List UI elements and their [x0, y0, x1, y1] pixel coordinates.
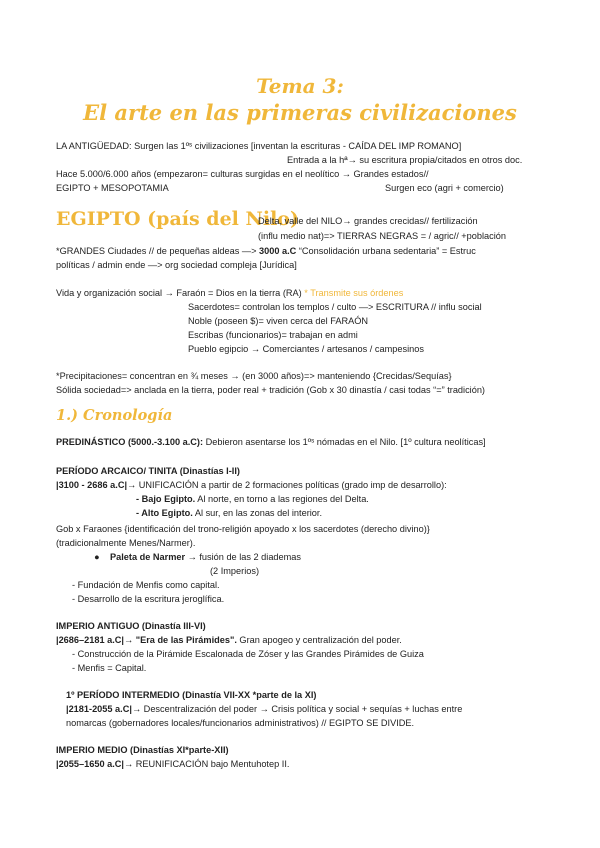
- ciudades-date: 3000 a.C: [259, 246, 297, 256]
- vida-highlight: * Transmite sus órdenes: [304, 288, 404, 298]
- intermedio-text: → Descentralización del poder → Crisis política y social + sequías + luchas entre: [131, 704, 463, 714]
- bajo-egipto-label: - Bajo Egipto.: [136, 494, 196, 504]
- medio-text: → REUNIFICACIÓN bajo Mentuhotep II.: [123, 759, 290, 769]
- arcaico-line-1: [56, 479, 447, 492]
- egipto-delta-line-2: (influ medio nat)=> TIERRAS NEGRAS = / agric// +población: [258, 231, 507, 241]
- intermedio-heading-text: 1º PERÍODO INTERMEDIO (Dinastía VII-XX *parte de la XI): [66, 690, 317, 700]
- egipto-heading: EGIPTO (país del Nilo): [56, 208, 299, 230]
- antiguo-menfis: - Menfis = Capital.: [72, 663, 147, 673]
- arcaico-unificacion: → UNIFICACIÓN a partir de 2 formaciones políticas (grado imp de desarrollo):: [127, 480, 447, 490]
- bullet-icon: ●: [94, 552, 100, 562]
- antiguo-dates: |2686–2181 a.C|→ "Era de las Pirámides".: [56, 635, 237, 645]
- arcaico-dates: |3100 - 2686 a.C|: [56, 480, 128, 490]
- intermedio-line-1: [66, 703, 462, 716]
- arcaico-gob-line-1: Gob x Faraones {identificación del trono-religión apoyado x los sacerdotes (derecho divino)}: [56, 524, 430, 534]
- vida-sacerdotes: Sacerdotes= controlan los templos / culto —> ESCRITURA // influ social: [188, 302, 482, 312]
- predinastico-line: [56, 436, 486, 449]
- arcaico-bajo-egipto: [136, 493, 369, 506]
- paleta-narmer-text: → fusión de las 2 diademas: [185, 552, 302, 562]
- antiguedad-line-2: Entrada a la hª→ su escritura propia/citados en otros doc.: [287, 155, 523, 165]
- egipto-ciudades-line-1: [56, 245, 476, 258]
- intermedio-line-2: nomarcas (gobernadores locales/funcionarios administrativos) // EGIPTO SE DIVIDE.: [66, 718, 415, 728]
- vida-escribas: Escribas (funcionarios)= trabajan en admi: [188, 330, 358, 340]
- predinastico-label: PREDINÁSTICO (5000.-3.100 a.C):: [56, 437, 204, 447]
- antiguedad-line-1: LA ANTIGÜEDAD: Surgen las 1ºˢ civilizaciones [inventan la escrituras - CAÍDA DEL IMP ROMANO]: [56, 141, 462, 151]
- intermedio-heading: [66, 689, 316, 702]
- antiguo-heading-text: IMPERIO ANTIGUO (Dinastía III-VI): [56, 621, 206, 631]
- arcaico-menfis: - Fundación de Menfis como capital.: [72, 580, 220, 590]
- intermedio-dates: |2181-2055 a.C|: [66, 704, 132, 714]
- medio-line-1: [56, 758, 289, 771]
- predinastico-text: Debieron asentarse los 1ºˢ nómadas en el Nilo. [1º cultura neolíticas]: [203, 437, 486, 447]
- medio-dates: |2055–1650 a.C|: [56, 759, 124, 769]
- arcaico-heading-text: PERÍODO ARCAICO/ TINITA (Dinastías I-II): [56, 466, 240, 476]
- arcaico-gob-line-2: (tradicionalmente Menes/Narmer).: [56, 538, 196, 548]
- medio-heading-text: IMPERIO MEDIO (Dinastías XI*parte-XII): [56, 745, 229, 755]
- antiguo-heading: [56, 620, 206, 633]
- antiguo-line-1: [56, 634, 402, 647]
- alto-egipto-label: - Alto Egipto.: [136, 508, 193, 518]
- arcaico-heading: [56, 465, 240, 478]
- paleta-narmer-label: Paleta de Narmer: [110, 552, 186, 562]
- ciudades-text-c: “Consolidación urbana sedentaria” = Estruc: [296, 246, 476, 256]
- egipto-delta-line-1: Delta, valle del NILO→ grandes crecidas// fertilización: [258, 216, 478, 226]
- antiguedad-line-4b: Surgen eco (agri + comercio): [385, 183, 504, 193]
- antiguedad-line-4a: EGIPTO + MESOPOTAMIA: [56, 183, 169, 193]
- antiguo-text: Gran apogeo y centralización del poder.: [236, 635, 402, 645]
- cronologia-heading: 1.) Cronología: [56, 407, 173, 424]
- precipitaciones-line-1: *Precipitaciones= concentran en ¾ meses → (en 3000 años)=> manteniendo {Crecidas/Sequías}: [56, 371, 452, 381]
- arcaico-alto-egipto: [136, 507, 322, 520]
- vida-text: Vida y organización social → Faraón = Dios en la tierra (RA): [56, 288, 305, 298]
- vida-noble: Noble (poseen $)= viven cerca del FARAÓN: [188, 316, 369, 326]
- precipitaciones-line-2: Sólida sociedad=> anclada en la tierra, poder real + tradición (Gob x 30 dinastía / casi todas “=” tradición): [56, 385, 485, 395]
- arcaico-escritura: - Desarrollo de la escritura jeroglífica.: [72, 594, 225, 604]
- title-line-2: El arte en las primeras civilizaciones: [83, 100, 517, 125]
- medio-heading: [56, 744, 229, 757]
- antiguedad-line-3: Hace 5.000/6.000 años (empezaron= culturas surgidas en el neolítico → Grandes estados//: [56, 169, 429, 179]
- title-line-1: Tema 3:: [256, 74, 344, 98]
- ciudades-text-a: *GRANDES Ciudades // de pequeñas aldeas —>: [56, 246, 260, 256]
- bajo-egipto-text: Al norte, en torno a las regiones del Delta.: [195, 494, 369, 504]
- paleta-imperios: (2 Imperios): [210, 566, 260, 576]
- paleta-narmer-line: [110, 551, 301, 564]
- antiguo-piramides: - Construcción de la Pirámide Escalonada de Zóser y las Grandes Pirámides de Guiza: [72, 649, 424, 659]
- vida-pueblo: Pueblo egipcio → Comerciantes / artesanos / campesinos: [188, 344, 424, 354]
- vida-line-1: [56, 287, 403, 300]
- alto-egipto-text: Al sur, en las zonas del interior.: [192, 508, 323, 518]
- egipto-ciudades-line-2: políticas / admin ende —> org sociedad compleja [Jurídica]: [56, 260, 297, 270]
